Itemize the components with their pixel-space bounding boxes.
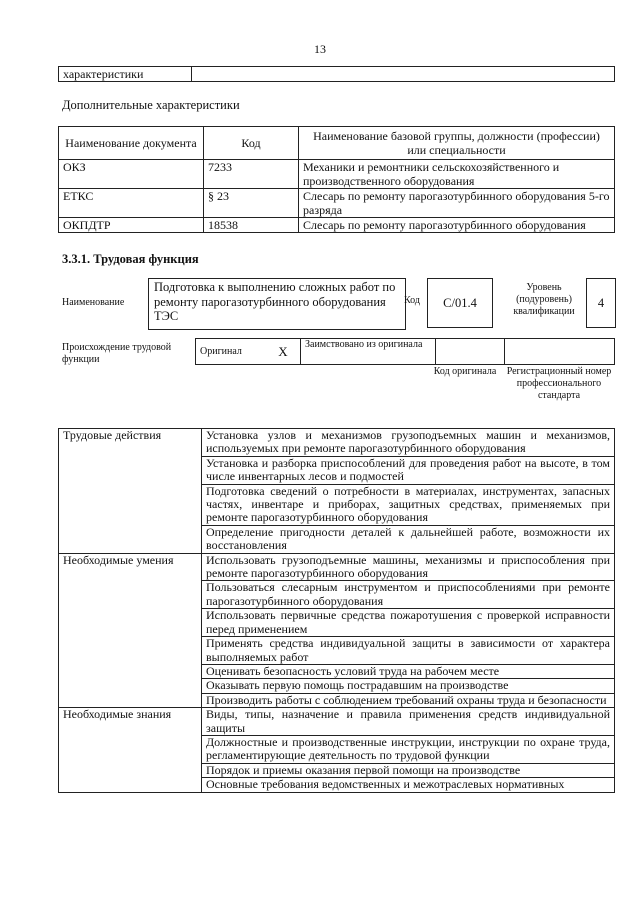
name-label: Наименование	[62, 297, 125, 308]
original-label: Оригинал	[196, 339, 267, 365]
table-row: Виды, типы, назначение и правила применения средств индивидуальной защиты	[202, 708, 615, 736]
top-table-value	[192, 67, 615, 82]
category-cell: Необходимые умения	[59, 553, 202, 707]
table-row: Использовать грузоподъемные машины, механизмы и приспособления при ремонте парогазотурбинного оборудования	[202, 553, 615, 581]
origin-label: Происхождение трудовой функции	[62, 342, 172, 365]
table-cell: 18538	[204, 218, 299, 233]
header-code: Код	[204, 127, 299, 160]
table-row: Установка узлов и механизмов грузоподъемных машин и механизмов, используемых при ремонте парогазотурбинного оборудования	[202, 429, 615, 457]
section-title: 3.3.1. Трудовая функция	[62, 252, 199, 266]
page-number: 13	[314, 42, 326, 56]
category-cell: Необходимые знания	[59, 708, 202, 792]
table-row: Определение пригодности деталей к дальнейшей работе, возможности их восстановления	[202, 525, 615, 553]
function-code-box: C/01.4	[427, 278, 493, 328]
header-group: Наименование базовой группы, должности (профессии) или специальности	[299, 127, 615, 160]
table-cell: Слесарь по ремонту парогазотурбинного оборудования	[299, 218, 615, 233]
top-table	[58, 66, 615, 82]
level-box: 4	[586, 278, 616, 328]
level-label: Уровень (подуровень) квалификации	[513, 282, 575, 317]
table-row: Порядок и приемы оказания первой помощи на производстве	[202, 763, 615, 777]
reg-number-cell	[505, 339, 615, 365]
table-cell: ОКПДТР	[59, 218, 204, 233]
code-original-cell	[436, 339, 505, 365]
top-table-label: характеристики	[59, 67, 192, 82]
borrowed-label: Заимствовано из оригинала	[301, 339, 436, 365]
table-cell: ЕТКС	[59, 189, 204, 218]
category-cell: Трудовые действия	[59, 429, 202, 554]
table-cell: ОКЗ	[59, 160, 204, 189]
function-name-box: Подготовка к выполнению сложных работ по ремонту парогазотурбинного оборудования ТЭС	[148, 278, 406, 330]
table-row: Использовать первичные средства пожаротушения с проверкой исправности перед применением	[202, 609, 615, 637]
table-row: Оказывать первую помощь пострадавшим на производстве	[202, 679, 615, 693]
table-cell: 7233	[204, 160, 299, 189]
origin-table	[195, 338, 615, 365]
original-mark: X	[266, 339, 301, 365]
table-row: Основные требования ведомственных и межотраслевых нормативных	[202, 778, 615, 792]
additional-table	[58, 126, 615, 233]
table-row: Подготовка сведений о потребности в материалах, инструментах, запасных частях, инвентаре и приборах, защитных средствах, применяемых при ремонте парогазотурбинного оборудования	[202, 484, 615, 525]
table-cell: § 23	[204, 189, 299, 218]
code-label: Код	[404, 295, 420, 306]
table-cell: Слесарь по ремонту парогазотурбинного оборудования 5-го разряда	[299, 189, 615, 218]
table-row: Производить работы с соблюдением требований охраны труда и безопасности	[202, 693, 615, 707]
reg-number-label: Регистрационный номер профессионального стандарта	[506, 366, 612, 401]
table-row: Применять средства индивидуальной защиты в зависимости от характера выполняемых работ	[202, 637, 615, 665]
table-row: Должностные и производственные инструкции, инструкции по охране труда, регламентирующие деятельность по трудовой функции	[202, 735, 615, 763]
code-original-label: Код оригинала	[433, 366, 497, 377]
table-cell: Механики и ремонтники сельскохозяйственного и производственного оборудования	[299, 160, 615, 189]
table-row: Оценивать безопасность условий труда на рабочем месте	[202, 664, 615, 678]
table-row: Пользоваться слесарным инструментом и приспособлениями при ремонте парогазотурбинного оборудования	[202, 581, 615, 609]
main-table	[58, 428, 615, 793]
header-document: Наименование документа	[59, 127, 204, 160]
additional-title: Дополнительные характеристики	[62, 98, 240, 112]
table-row: Установка и разборка приспособлений для проведения работ на высоте, в том числе инвентарных лесов и подмостей	[202, 456, 615, 484]
